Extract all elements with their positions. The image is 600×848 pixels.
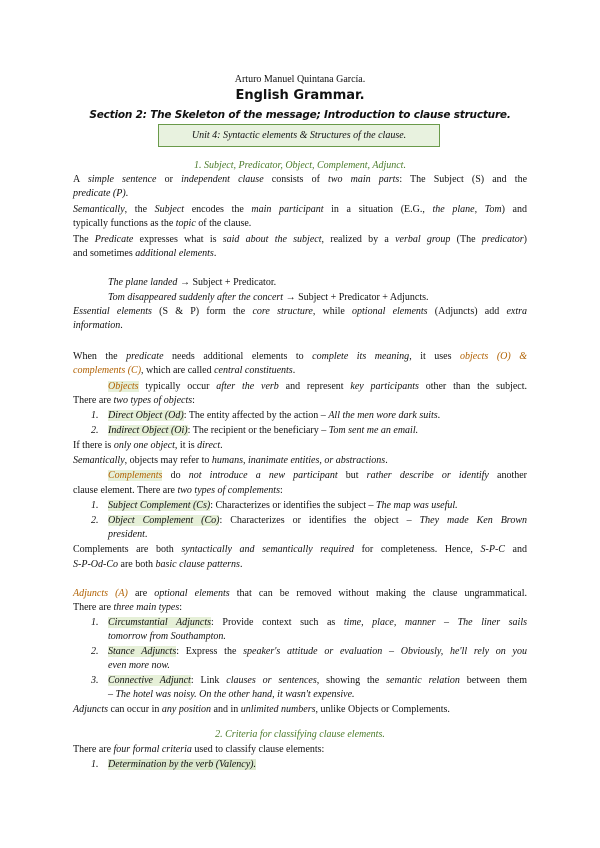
author-name: Arturo Manuel Quintana García. bbox=[234, 74, 366, 85]
adjuncts-line-1: Adjuncts (A) are optional elements that can be removed without making the clause ungrammatical. bbox=[73, 588, 527, 599]
list-item-continuation: even more now. bbox=[108, 660, 170, 671]
example-1: The plane landed → Subject + Predicator. bbox=[108, 277, 277, 288]
adjuncts-line-2: There are three main types: bbox=[73, 602, 183, 613]
section-title: Section 2: The Skeleton of the message; Introduction to clause structure. bbox=[89, 109, 511, 121]
list-item: 2. Stance Adjuncts: Express the speaker's attitude or evaluation – Obviously, he'll rely on you bbox=[91, 646, 527, 657]
complements-line-2: clause element. There are two types of complements: bbox=[73, 485, 283, 496]
list-item: 3. Connective Adjunct: Link clauses or sentences, showing the semantic relation between them bbox=[91, 675, 527, 686]
objects-line-2: There are two types of objects: bbox=[73, 395, 195, 406]
list-item: 1. Determination by the verb (Valency). bbox=[91, 759, 257, 770]
p2-line-1: Semantically, the Subject encodes the main participant in a situation (E.G., the plane, Tom) and bbox=[73, 204, 527, 215]
criteria-line-1: There are four formal criteria used to classify clause elements: bbox=[73, 744, 325, 755]
p5-line-1: When the predicate needs additional elements to complete its meaning, it uses objects (O) & bbox=[73, 351, 528, 362]
list-item: 1. Subject Complement (Cs): Characterizes or identifies the subject – The map was useful. bbox=[91, 500, 458, 511]
p5-line-2: complements (C), which are called central constituents. bbox=[73, 365, 296, 376]
objects-line-1: Objects typically occur after the verb and represent key participants other than the subject. bbox=[108, 381, 528, 392]
list-item: 2. Object Complement (Co): Characterizes or identifies the object – They made Ken Brown bbox=[91, 515, 527, 526]
list-item: 1. Circumstantial Adjuncts: Provide context such as time, place, manner – The liner sails bbox=[91, 617, 527, 628]
p3-line-2: and sometimes additional elements. bbox=[73, 248, 217, 259]
p1-line-2: predicate (P). bbox=[73, 188, 129, 199]
example-2: Tom disappeared suddenly after the concert → Subject + Predicator + Adjuncts. bbox=[108, 292, 429, 303]
p4-line-2: information. bbox=[73, 320, 123, 331]
unit-box bbox=[158, 124, 440, 147]
list-item: 1. Direct Object (Od): The entity affected by the action – All the men wore dark suits. bbox=[91, 410, 441, 421]
document-title: English Grammar. bbox=[235, 88, 365, 103]
list-item-continuation: – The hotel was noisy. On the other hand, it wasn't expensive. bbox=[108, 689, 355, 700]
list-item-continuation: president. bbox=[108, 529, 148, 540]
heading-2: 2. Criteria for classifying clause elements. bbox=[215, 729, 385, 740]
heading-1: 1. Subject, Predicator, Object, Complement, Adjunct. bbox=[194, 160, 406, 171]
objects-line-3: If there is only one object, it is direct. bbox=[73, 440, 223, 451]
p4-line-1: Essential elements (S & P) form the core structure, while optional elements (Adjuncts) add extra bbox=[73, 306, 527, 317]
p1-line-1: A simple sentence or independent clause consists of two main parts: The Subject (S) and the bbox=[73, 174, 528, 185]
list-item: 2. Indirect Object (Oi): The recipient or the beneficiary – Tom sent me an email. bbox=[91, 425, 419, 436]
unit-title: Unit 4: Syntactic elements & Structures of the clause. bbox=[191, 130, 407, 141]
complements-line-3: Complements are both syntactically and semantically required for completeness. Hence, S-P-C and bbox=[73, 544, 527, 555]
complements-line-4: S-P-Od-Co are both basic clause patterns. bbox=[73, 559, 243, 570]
complements-line-1: Complements do not introduce a new participant but rather describe or identify another bbox=[108, 470, 527, 481]
list-item-continuation: tomorrow from Southampton. bbox=[108, 631, 226, 642]
objects-line-4: Semantically, objects may refer to humans, inanimate entities, or abstractions. bbox=[73, 455, 388, 466]
p2-line-2: typically functions as the topic of the clause. bbox=[73, 218, 252, 229]
p3-line-1: The Predicate expresses what is said about the subject, realized by a verbal group (The predicator) bbox=[73, 234, 527, 245]
adjuncts-line-3: Adjuncts can occur in any position and in unlimited numbers, unlike Objects or Complements. bbox=[73, 704, 450, 715]
